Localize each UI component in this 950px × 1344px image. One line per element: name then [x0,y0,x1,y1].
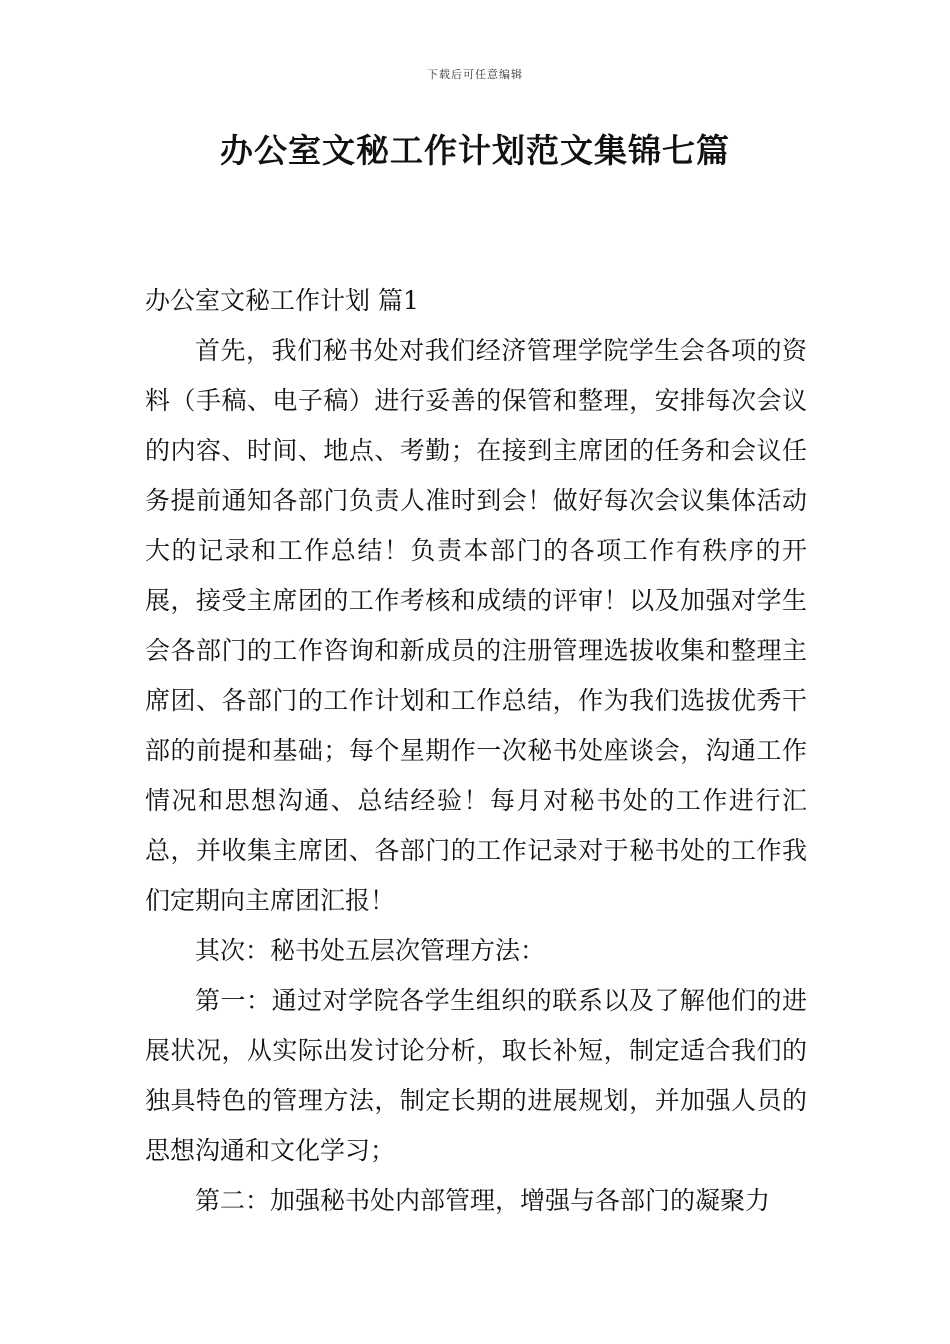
paragraph-second-method: 第二：加强秘书处内部管理，增强与各部门的凝聚力 [195,1186,771,1215]
download-note: 下载后可任意编辑 [427,68,523,81]
document-title: 办公室文秘工作计划范文集锦七篇 [220,131,730,170]
document-body [145,276,807,1226]
paragraph-second: 其次：秘书处五层次管理方法： [195,936,546,965]
paragraph-first-method: 第一：通过对学院各学生组织的联系以及了解他们的进展状况，从实际出发讨论分析，取长补短，制定适合我们的独具特色的管理方法，制定长期的进展规划，并加强人员的思想沟通和文化学习； [145,986,807,1165]
section-heading: 办公室文秘工作计划 篇1 [145,286,419,315]
paragraph-intro: 首先，我们秘书处对我们经济管理学院学生会各项的资料（手稿、电子稿）进行妥善的保管和整理，安排每次会议的内容、时间、地点、考勤；在接到主席团的任务和会议任务提前通知各部门负责人准时到会！做好每次会议集体活动大的记录和工作总结！负责本部门的各项工作有秩序的开展，接受主席团的工作考核和成绩的评审！以及加强对学生会各部门的工作咨询和新成员的注册管理选拔收集和整理主席团、各部门的工作计划和工作总结，作为我们选拔优秀干部的前提和基础；每个星期作一次秘书处座谈会，沟通工作情况和思想沟通、总结经验！每月对秘书处的工作进行汇总，并收集主席团、各部门的工作记录对于秘书处的工作我们定期向主席团汇报！ [145,336,807,915]
